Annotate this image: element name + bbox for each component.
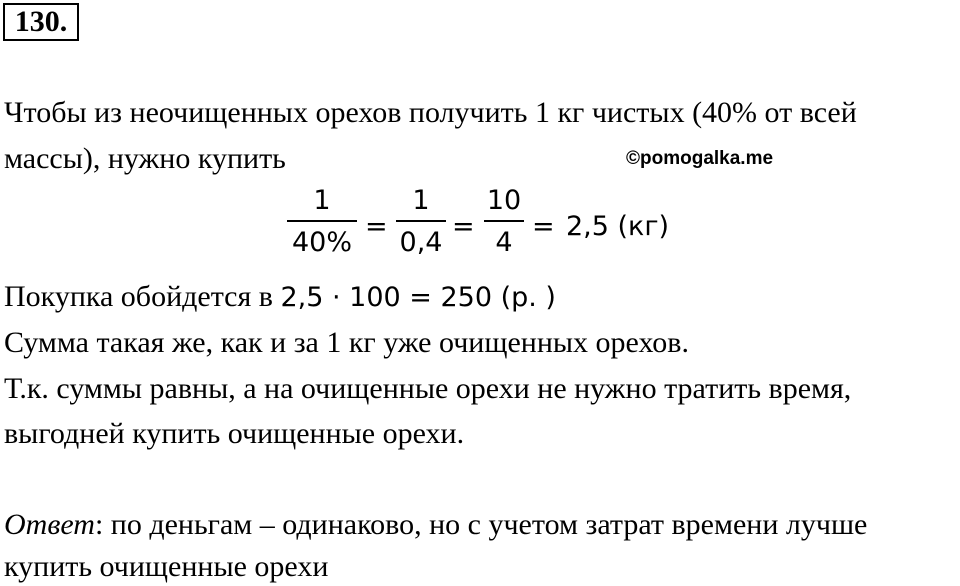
fraction-3-denominator: 4 xyxy=(495,227,513,258)
paragraph-line-1: Чтобы из неочищенных орехов получить 1 кг чистых (40% от всей xyxy=(4,96,857,129)
answer-text-1: : по деньгам – одинаково, но с учетом затрат времени лучше xyxy=(94,508,868,541)
watermark: ©pomogalka.me xyxy=(626,148,774,169)
sum-line: Сумма такая же, как и за 1 кг уже очищенных орехов. xyxy=(4,326,689,359)
cost-line-math: 2,5 · 100 = 250 (р. ) xyxy=(280,282,556,313)
fraction-1-denominator: 40% xyxy=(291,227,352,258)
formula-result: 2,5 (кг) xyxy=(566,211,670,242)
cost-line-text: Покупка обойдется в xyxy=(4,280,281,313)
fraction-3-numerator: 10 xyxy=(486,185,522,216)
fraction-3 xyxy=(484,186,524,258)
equals-sign-1: = xyxy=(365,211,388,242)
reason-line-2: выгодней купить очищенные орехи. xyxy=(4,417,465,450)
answer-label: Ответ xyxy=(4,508,95,541)
fraction-2-numerator: 1 xyxy=(412,185,430,216)
fraction-2-bar xyxy=(396,220,446,222)
equals-sign-2: = xyxy=(452,211,475,242)
reason-line-1: Т.к. суммы равны, а на очищенные орехи не нужно тратить время, xyxy=(4,372,852,405)
answer-line-2: купить очищенные орехи xyxy=(4,550,329,583)
answer-line-1 xyxy=(4,508,867,542)
fraction-1-bar xyxy=(287,220,357,222)
cost-line xyxy=(4,280,556,315)
fraction-2 xyxy=(396,186,446,258)
fraction-3-bar xyxy=(484,220,524,222)
fraction-1 xyxy=(287,186,357,258)
fraction-2-denominator: 0,4 xyxy=(399,227,443,258)
equals-sign-3: = xyxy=(532,211,555,242)
paragraph-line-2: массы), нужно купить xyxy=(4,142,286,175)
fraction-1-numerator: 1 xyxy=(313,185,331,216)
problem-number: 130. xyxy=(3,3,79,41)
